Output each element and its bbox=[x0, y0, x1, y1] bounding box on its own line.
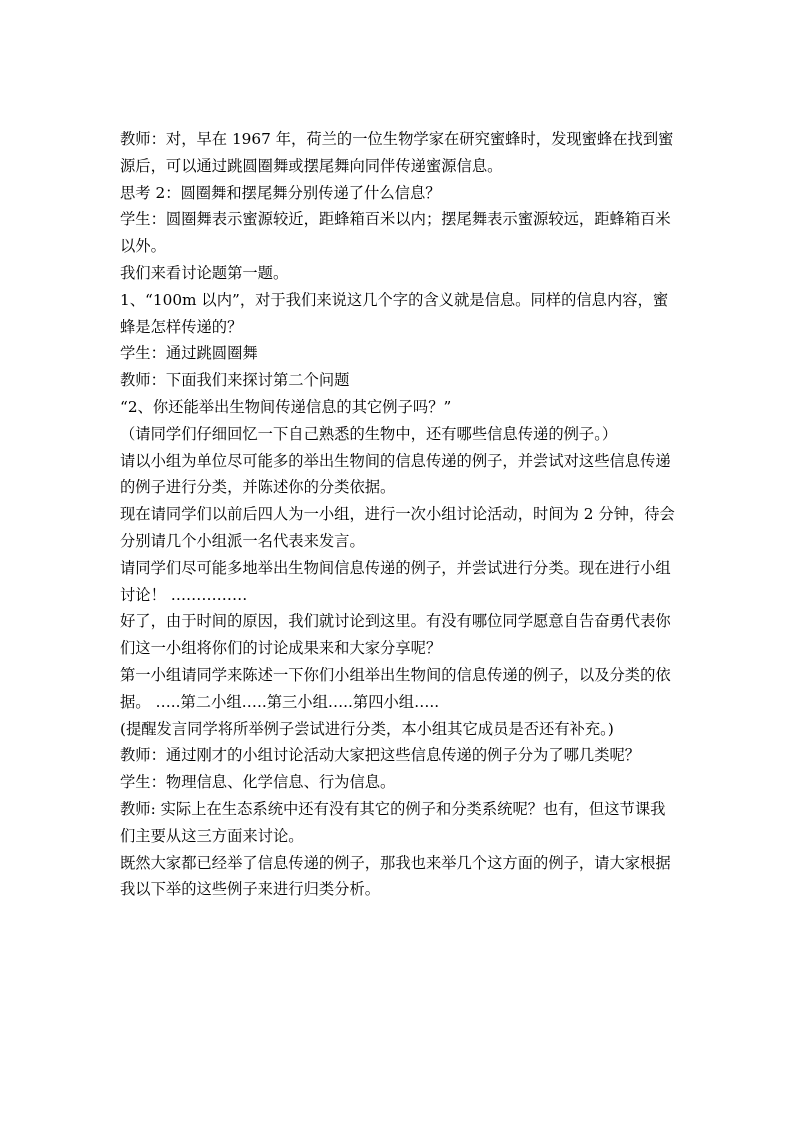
paragraph-student-dance-meaning: 学生：圆圈舞表示蜜源较近，距蜂箱百米以内；摆尾舞表示蜜源较远，距蜂箱百米以外。 bbox=[120, 210, 671, 256]
document-body bbox=[120, 126, 680, 903]
paragraph-group-instruction: 请以小组为单位尽可能多的举出生物间的信息传递的例子，并尝试对这些信息传递的例子进行分类，并陈述你的分类依据。 bbox=[120, 451, 671, 497]
paragraph-question-1: 1、“100m 以内”，对于我们来说这几个字的含义就是信息。同样的信息内容，蜜蜂是怎样传递的？ bbox=[120, 290, 669, 336]
paragraph-reminder-note: (提醒发言同学将所举例子尝试进行分类，本小组其它成员是否还有补充。) bbox=[120, 719, 614, 738]
paragraph-question-2: “2、你还能举出生物间传递信息的其它例子吗？” bbox=[120, 397, 452, 416]
paragraph-student-answer-1: 学生：通过跳圆圈舞 bbox=[120, 344, 258, 363]
paragraph-discussion-intro: 我们来看讨论题第一题。 bbox=[120, 263, 289, 282]
paragraph-group-discussion: 请同学们尽可能多地举出生物间信息传递的例子，并尝试进行分类。现在进行小组讨论！ …………… bbox=[120, 558, 671, 604]
paragraph-recall-note: （请同学们仔细回忆一下自己熟悉的生物中，还有哪些信息传递的例子。） bbox=[120, 424, 618, 443]
paragraph-group-presentations: 第一小组请同学来陈述一下你们小组举出生物间的信息传递的例子，以及分类的依据。 …..第二小组…..第三小组…..第四小组….. bbox=[120, 665, 671, 711]
paragraph-student-classification-answer: 学生：物理信息、化学信息、行为信息。 bbox=[120, 773, 396, 792]
paragraph-teacher-classification-question: 教师：通过刚才的小组讨论活动大家把这些信息传递的例子分为了哪几类呢？ bbox=[120, 746, 641, 765]
paragraph-time-up: 好了，由于时间的原因，我们就讨论到这里。有没有哪位同学愿意自告奋勇代表你们这一小组将你们的讨论成果来和大家分享呢？ bbox=[120, 612, 671, 658]
paragraph-group-formation: 现在请同学们以前后四人为一小组，进行一次小组讨论活动，时间为 2 分钟，待会分别请几个小组派一名代表来发言。 bbox=[120, 505, 675, 550]
paragraph-teacher-other-systems: 教师: 实际上在生态系统中还有没有其它的例子和分类系统呢？也有，但这节课我们主要从这三方面来讨论。 bbox=[120, 799, 666, 845]
paragraph-teacher-bee-research: 教师：对，早在 1967 年，荷兰的一位生物学家在研究蜜蜂时，发现蜜蜂在找到蜜源后，可以通过跳圆圈舞或摆尾舞向同伴传递蜜源信息。 bbox=[120, 130, 674, 175]
paragraph-teacher-examples-intro: 既然大家都已经举了信息传递的例子，那我也来举几个这方面的例子，请大家根据我以下举的这些例子来进行归类分析。 bbox=[120, 853, 671, 899]
paragraph-teacher-second-question: 教师：下面我们来探讨第二个问题 bbox=[120, 371, 350, 390]
paragraph-think-2: 思考 2：圆圈舞和摆尾舞分别传递了什么信息？ bbox=[120, 183, 441, 202]
